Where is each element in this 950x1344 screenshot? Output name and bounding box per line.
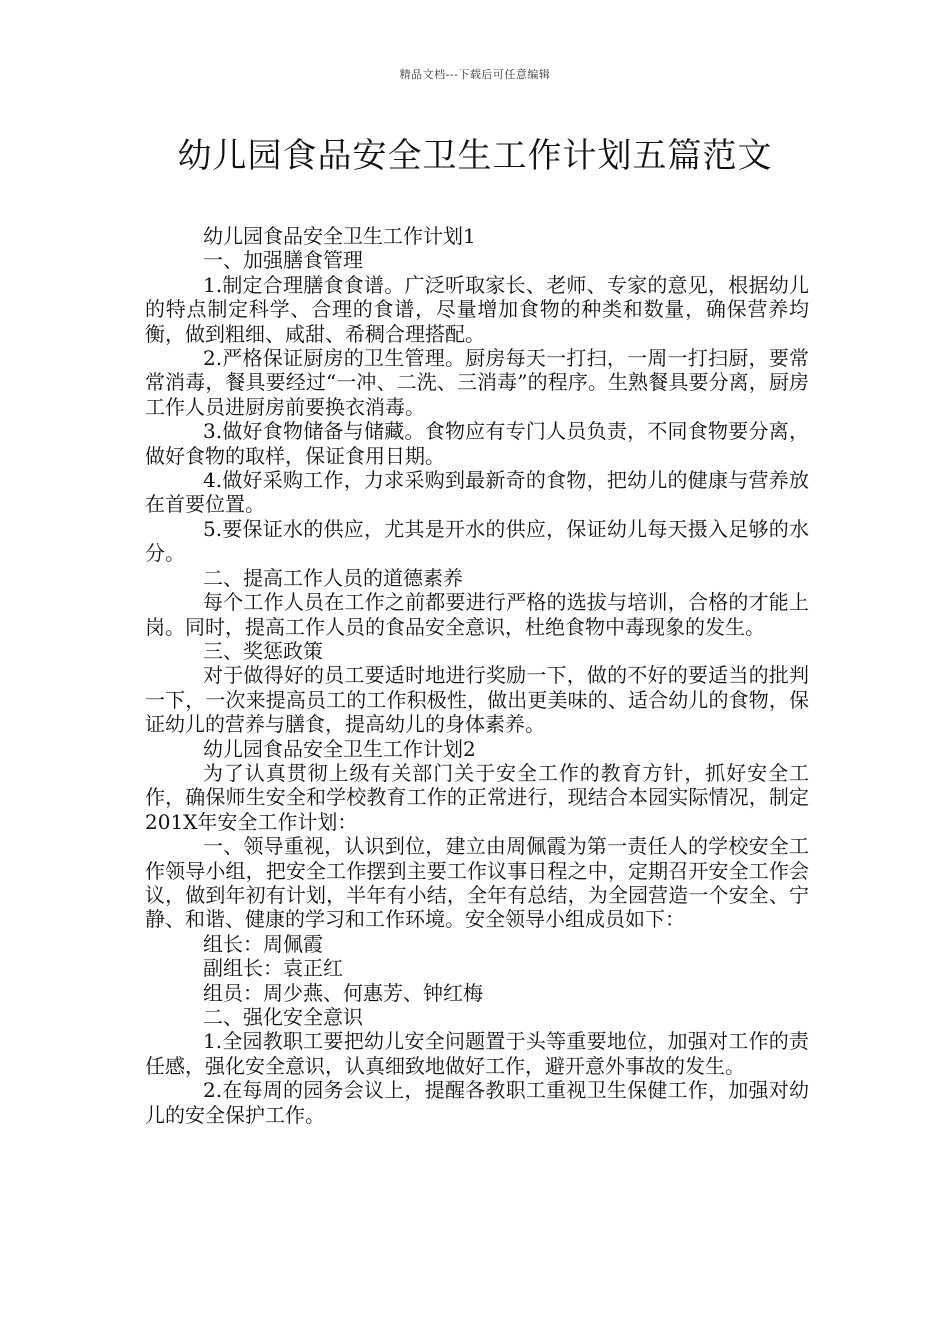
- body-paragraph: 2.严格保证厨房的卫生管理。厨房每天一打扫，一周一打扫厨，要常常消毒，餐具要经过“一冲、二洗、三消毒”的程序。生熟餐具要分离，厨房工作人员进厨房前要换衣消毒。: [145, 346, 809, 419]
- body-paragraph: 为了认真贯彻上级有关部门关于安全工作的教育方针，抓好安全工作，确保师生安全和学校教育工作的正常进行，现结合本园实际情况，制定201X年安全工作计划：: [145, 760, 809, 834]
- body-paragraph: 1.全园教职工要把幼儿安全问题置于头等重要地位，加强对工作的责任感，强化安全意识，认真细致地做好工作，避开意外事故的发生。: [145, 1029, 809, 1078]
- section-heading: 三、奖惩政策: [203, 638, 323, 663]
- member-line: 组长：周佩霞: [203, 931, 323, 956]
- body-paragraph: 对于做得好的员工要适时地进行奖励一下，做的不好的要适当的批判一下，一次来提高员工的工作积极性，做出更美味的、适合幼儿的食物，保证幼儿的营养与膳食，提高幼儿的身体素养。: [145, 663, 809, 737]
- body-paragraph: 2.在每周的园务会议上，提醒各教职工重视卫生保健工作，加强对幼儿的安全保护工作。: [145, 1078, 809, 1127]
- header-note: 精品文档---下载后可任意编辑: [399, 68, 551, 81]
- section-heading: 幼儿园食品安全卫生工作计划1: [203, 224, 476, 248]
- member-line: 组员：周少燕、何惠芳、钟红梅: [203, 980, 483, 1005]
- body-paragraph: 1.制定合理膳食食谱。广泛听取家长、老师、专家的意见，根据幼儿的特点制定科学、合理的食谱，尽量增加食物的种类和数量，确保营养均衡，做到粗细、咸甜、希稠合理搭配。: [145, 272, 809, 346]
- document-body: [145, 224, 809, 1127]
- document-title: 幼儿园食品安全卫生工作计划五篇范文: [177, 136, 773, 176]
- body-paragraph: 4.做好采购工作，力求采购到最新奇的食物，把幼儿的健康与营养放在首要位置。: [145, 468, 809, 517]
- body-paragraph: 每个工作人员在工作之前都要进行严格的选拔与培训，合格的才能上岗。同时，提高工作人员的食品安全意识，杜绝食物中毒现象的发生。: [145, 590, 809, 639]
- section-heading: 幼儿园食品安全卫生工作计划2: [203, 736, 476, 761]
- body-paragraph: 3.做好食物储备与储藏。食物应有专门人员负责，不同食物要分离，做好食物的取样，保证食用日期。: [145, 419, 809, 468]
- member-line: 副组长：袁正红: [203, 956, 343, 981]
- section-heading: 二、提高工作人员的道德素养: [203, 565, 463, 590]
- body-paragraph: 一、领导重视，认识到位，建立由周佩霞为第一责任人的学校安全工作领导小组，把安全工作摆到主要工作议事日程之中，定期召开安全工作会议，做到年初有计划，半年有小结，全年有总结，为全园营造一个安全、宁静、和谐、健康的学习和工作环境。安全领导小组成员如下：: [145, 834, 809, 932]
- section-heading: 一、加强膳食管理: [203, 248, 363, 273]
- body-paragraph: 5.要保证水的供应，尤其是开水的供应，保证幼儿每天摄入足够的水分。: [145, 516, 809, 566]
- section-heading: 二、强化安全意识: [203, 1005, 363, 1029]
